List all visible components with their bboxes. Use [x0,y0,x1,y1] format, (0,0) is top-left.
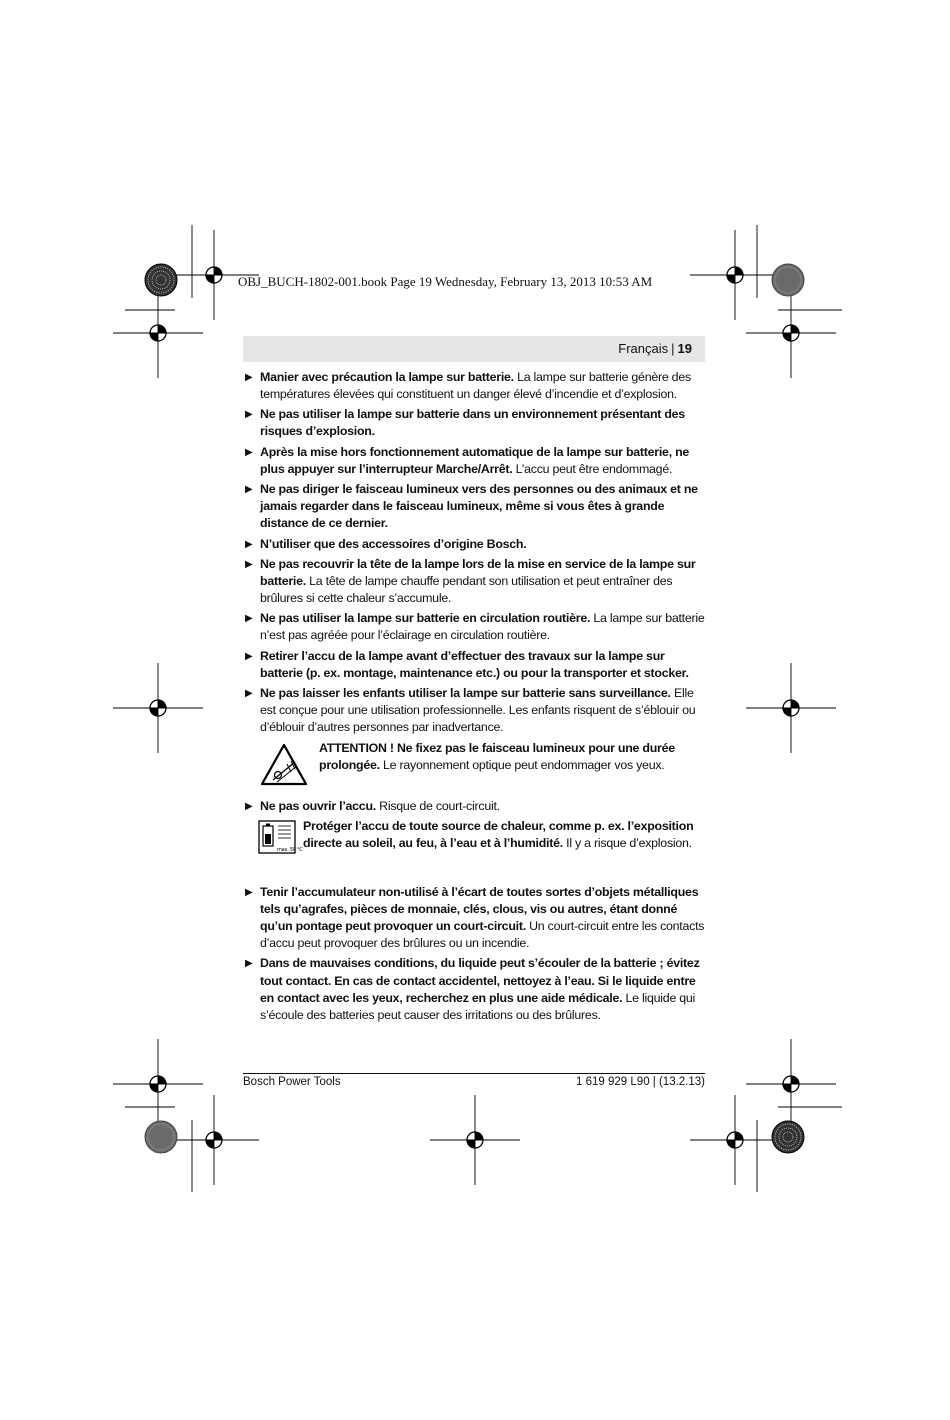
attention-warning: ATTENTION ! Ne fixez pas le faisceau lumineux pour une durée prolongée. Le rayonnement optique peut endommager vos yeux. [243,740,705,788]
page-number: 19 [677,341,692,356]
icon-temperature-label: max. 50 °C [277,846,303,853]
footer-document-code: 1 619 929 L90 | (13.2.13) [576,1076,705,1088]
bullet-arrow-icon: ▶ [245,958,253,970]
list-item: ▶ Ne pas recouvrir la tête de la lampe lors de la mise en service de la lampe sur batterie. La tête de lampe chauffe pendant son utilisation et peut entraîner des brûlures si cette chaleur s’accumule. [245,556,696,606]
list-item: ▶ Manier avec précaution la lampe sur batterie. La lampe sur batterie génère des températures élevées qui constituent un danger élevé d’incendie et d’explosion. [245,370,691,402]
safety-instructions [243,369,705,1027]
bullet-arrow-icon: ▶ [245,650,253,662]
bullet-arrow-icon: ▶ [245,446,253,458]
footer-divider [243,1073,705,1074]
heat-warning: max. 50 °C Protéger l’accu de toute source de chaleur, comme p. ex. l’exposition directe au soleil, au feu, à l’eau et à l’humidité. Il y a risque d’explosion. [243,818,705,866]
list-item: ▶ Ne pas diriger le faisceau lumineux vers des personnes ou des animaux et ne jamais regarder dans le faisceau lumineux, même si vous êtes à grande distance de ce dernier. [245,482,698,531]
bullet-arrow-icon: ▶ [245,688,253,700]
header-language: Français [618,341,669,356]
bullet-arrow-icon: ▶ [245,886,253,898]
header-separator: | [671,341,675,356]
page-header [243,336,705,362]
list-item: ▶ Après la mise hors fonctionnement automatique de la lampe sur batterie, ne plus appuyer sur l’interrupteur Marche/Arrêt. L’accu peut être endommagé. [245,444,690,476]
list-item: ▶ Ne pas ouvrir l’accu. Risque de court-circuit. [243,798,705,815]
bullet-arrow-icon: ▶ [245,484,253,496]
bullet-arrow-icon: ▶ [245,538,253,550]
bullet-arrow-icon: ▶ [245,372,253,383]
bullet-arrow-icon: ▶ [245,409,253,421]
bullet-arrow-icon: ▶ [245,800,253,812]
print-slug-line: OBJ_BUCH-1802-001.book Page 19 Wednesday, February 13, 2013 10:53 AM [238,274,653,289]
bullet-arrow-icon: ▶ [245,558,253,570]
list-item: ▶ N’utiliser que des accessoires d’origine Bosch. [243,536,705,553]
battery-heat-warning-icon [258,820,303,854]
list-item: ▶ Dans de mauvaises conditions, du liquide peut s’écouler de la batterie ; évitez tout contact. En cas de contact accidentel, nettoyez à l’eau. Si le liquide entre en contact avec les yeux, recherchez en plus une aide médicale. Le liquide qui s’écoule des batteries peut causer des irritations ou des brûlures. [245,956,700,1022]
footer-publisher: Bosch Power Tools [243,1076,341,1088]
list-item: ▶ Tenir l’accumulateur non-utilisé à l’écart de toutes sortes d’objets métalliques tels qu’agrafes, pièces de monnaie, clés, clous, vis ou autres, étant donné qu’un pontage peut provoquer un court-circuit. Un court-circuit entre les contacts d’accu peut provoquer des brûlures ou un incendie. [245,884,705,951]
list-item: ▶ Ne pas utiliser la lampe sur batterie dans un environnement présentant des risques d’explosion. [245,407,685,439]
bullet-arrow-icon: ▶ [245,613,253,625]
list-item: ▶ Ne pas laisser les enfants utiliser la lampe sur batterie sans surveillance. Elle est conçue pour une utilisation professionnelle. Les enfants risquent de s’éblouir ou d’éblouir d’autres personnes par inadvertance. [245,686,696,735]
list-item: ▶ Ne pas utiliser la lampe sur batterie en circulation routière. La lampe sur batterie n’est pas agréée pour l’éclairage en circulation routière. [245,611,705,643]
light-radiation-warning-icon [259,742,309,788]
list-item: ▶ Retirer l’accu de la lampe avant d’effectuer des travaux sur la lampe sur batterie (p. ex. montage, maintenance etc.) ou pour la transporter et stocker. [245,648,689,680]
